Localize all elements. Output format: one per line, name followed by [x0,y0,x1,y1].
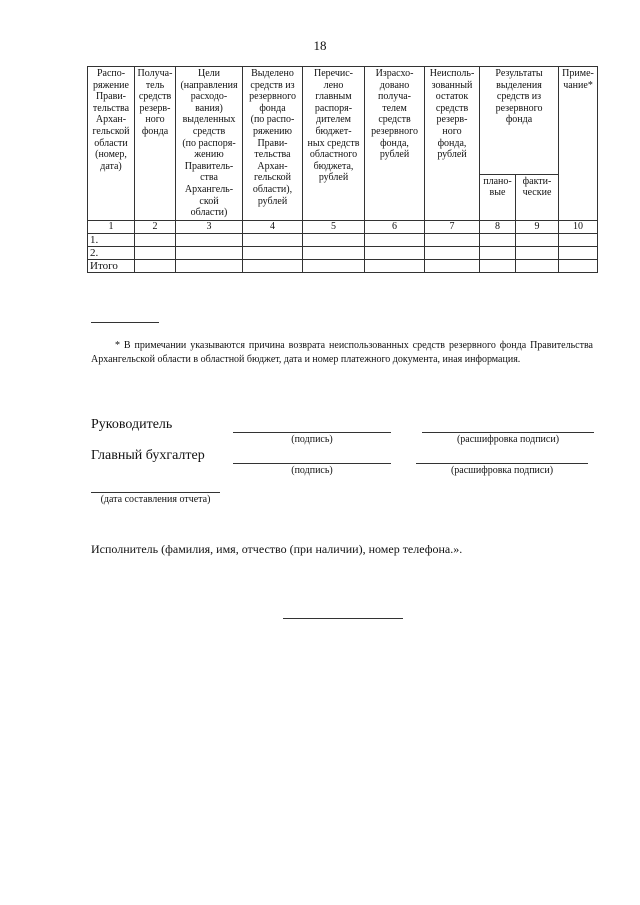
head-decoding-line [422,432,594,433]
header-planned: плано- вые [480,174,516,220]
column-number: 8 [480,220,516,233]
table-row-total [88,259,598,272]
accountant-decoding-line [416,463,588,464]
column-number: 6 [365,220,425,233]
column-number: 4 [243,220,303,233]
date-line [91,492,220,493]
signature-caption: (подпись) [291,434,333,445]
decoding-caption: (расшифровка подписи) [450,465,554,476]
column-number: 5 [303,220,365,233]
header-order: Распо- ряжение Прави- тельства Архан- гельской области (номер, дата) [88,67,135,221]
signature-caption: (подпись) [291,465,333,476]
header-transferred: Перечис- лено главным распоря- дителем бюджет- ных средств областного бюджета, рублей [303,67,365,221]
decoding-caption: (расшифровка подписи) [456,434,560,445]
header-note: Приме- чание* [559,67,598,221]
end-divider [283,618,403,619]
column-number: 3 [176,220,243,233]
header-purpose: Цели (направления расходо- вания) выделенных средств (по распоря- жению Правитель- ства Архангель- ской области) [176,67,243,221]
page-number: 18 [313,38,327,53]
accountant-label: Главный бухгалтер [91,448,205,463]
header-results: Результаты выделения средств из резервного фонда [480,67,559,175]
column-number-row [88,220,598,233]
report-table [87,66,598,273]
header-spent: Израсхо- довано получа- телем средств резервного фонда, рублей [365,67,425,221]
head-signature-line [233,432,391,433]
header-recipient: Получа- тель средств резерв- ного фонда [135,67,176,221]
accountant-signature-line [233,463,391,464]
executor-line: Исполнитель (фамилия, имя, отчество (при наличии), номер телефона.». [91,542,463,556]
footnote-divider [91,322,159,323]
row-label: Итого [88,259,135,272]
header-allocated: Выделено средств из резервного фонда (по распо- ряжению Прави- тельства Архан- гельской области), рублей [243,67,303,221]
date-caption: (дата составления отчета) [100,494,211,505]
header-unused: Неисполь- зованный остаток средств резерв- ного фонда, рублей [425,67,480,221]
column-number: 10 [559,220,598,233]
row-label: 2. [88,246,135,259]
column-number: 2 [135,220,176,233]
table-row [88,246,598,259]
head-label: Руководитель [91,417,173,432]
header-actual: факти- ческие [516,174,559,220]
table-row [88,233,598,246]
column-number: 9 [516,220,559,233]
column-number: 7 [425,220,480,233]
row-label: 1. [88,233,135,246]
column-number: 1 [88,220,135,233]
footnote: * В примечании указываются причина возврата неиспользованных средств резервного фонда Правительства Архангельской области в областной бюджет, дата и номер платежного документа, иная информация. [91,340,593,365]
